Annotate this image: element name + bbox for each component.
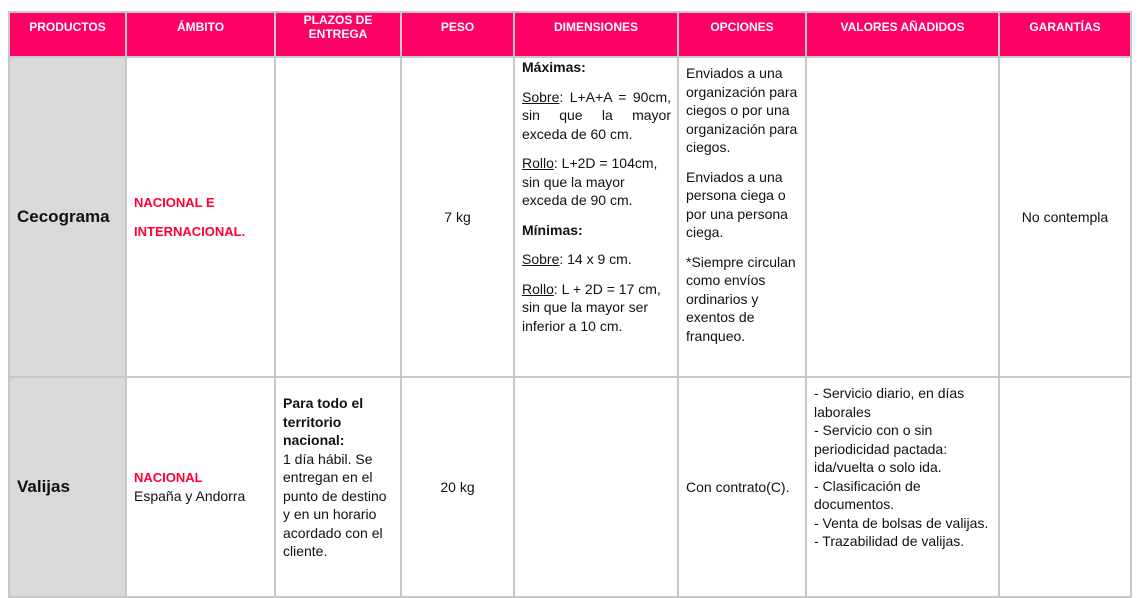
dim-sobre-label: Sobre: [522, 88, 560, 105]
dimensiones-cell: [514, 377, 678, 597]
opcion-item: Enviados a una persona ciega o por una persona ciega.: [686, 168, 788, 240]
header-plazos-line2: ENTREGA: [308, 27, 368, 41]
opcion-item: Enviados a una organización para ciegos o por una organización para ciegos.: [686, 65, 798, 155]
dim-min-title: Mínimas:: [522, 221, 583, 238]
dim-sobre-min: [522, 250, 671, 269]
plazo-title: Para todo el territorio nacional:: [283, 395, 364, 448]
plazo-cell: [275, 57, 401, 377]
dimensiones-cell: [514, 57, 678, 377]
dim-rollo: [522, 154, 671, 210]
header-productos: PRODUCTOS: [9, 12, 126, 57]
products-table: [8, 11, 1132, 598]
dim-max-title: Máximas:: [522, 59, 586, 75]
peso-cell: 7 kg: [401, 57, 514, 377]
header-ambito: ÁMBITO: [126, 12, 275, 57]
product-name: Cecograma: [9, 57, 126, 377]
dim-rollo-min-label: Rollo: [522, 280, 554, 297]
dim-rollo-min: [522, 280, 671, 336]
valor-item: - Trazabilidad de valijas.: [814, 533, 965, 549]
dim-sobre-text: : L+A+A = 90cm, sin que la mayor exceda de 60 cm.: [522, 88, 671, 142]
dim-sobre-min-text: : 14 x 9 cm.: [559, 251, 632, 267]
dim-rollo-label: Rollo: [522, 155, 554, 171]
plazo-text: 1 día hábil. Se entregan en el punto de destino y en un horario acordado con el cliente.: [283, 450, 387, 559]
header-valores: VALORES AÑADIDOS: [806, 12, 999, 57]
valor-item: - Servicio con o sin periodicidad pactada: ida/vuelta o solo ida.: [814, 422, 948, 475]
opciones-cell: Con contrato(C).: [678, 377, 806, 597]
peso-cell: 20 kg: [401, 377, 514, 597]
ambito-line2: España y Andorra: [134, 488, 246, 504]
ambito-cell: [126, 57, 275, 377]
header-plazos-line1: PLAZOS DE: [303, 13, 373, 27]
valor-item: - Venta de bolsas de valijas.: [814, 514, 989, 531]
product-name: Valijas: [9, 377, 126, 597]
dim-sobre-min-label: Sobre: [522, 251, 560, 267]
header-peso: PESO: [401, 12, 514, 57]
table-row: [9, 377, 1131, 597]
valor-item: - Clasificación de documentos.: [814, 477, 921, 512]
garantias-cell: [999, 377, 1131, 597]
opciones-cell: [678, 57, 806, 377]
valores-cell: [806, 57, 999, 377]
header-opciones: OPCIONES: [678, 12, 806, 57]
ambito-line2: INTERNACIONAL.: [134, 224, 246, 239]
valores-cell: [806, 377, 999, 597]
ambito-line1: NACIONAL: [134, 469, 203, 485]
table-row: [9, 57, 1131, 377]
header-dimensiones: DIMENSIONES: [514, 12, 678, 57]
ambito-line1: NACIONAL E: [134, 195, 215, 210]
header-plazos: [275, 12, 401, 57]
header-garantias: GARANTÍAS: [999, 12, 1131, 57]
dim-rollo-text: : L+2D = 104cm, sin que la mayor exceda de 90 cm.: [522, 155, 658, 208]
dim-rollo-min-text: : L + 2D = 17 cm, sin que la mayor ser inferior a 10 cm.: [522, 280, 661, 334]
dim-sobre: [522, 88, 671, 144]
opcion-item: *Siempre circulan como envíos ordinarios y exentos de franqueo.: [686, 253, 796, 344]
garantias-cell: No contempla: [999, 57, 1131, 377]
header-row: [9, 12, 1131, 57]
plazo-cell: [275, 377, 401, 597]
ambito-cell: [126, 377, 275, 597]
valor-item: - Servicio diario, en días laborales: [814, 385, 965, 420]
